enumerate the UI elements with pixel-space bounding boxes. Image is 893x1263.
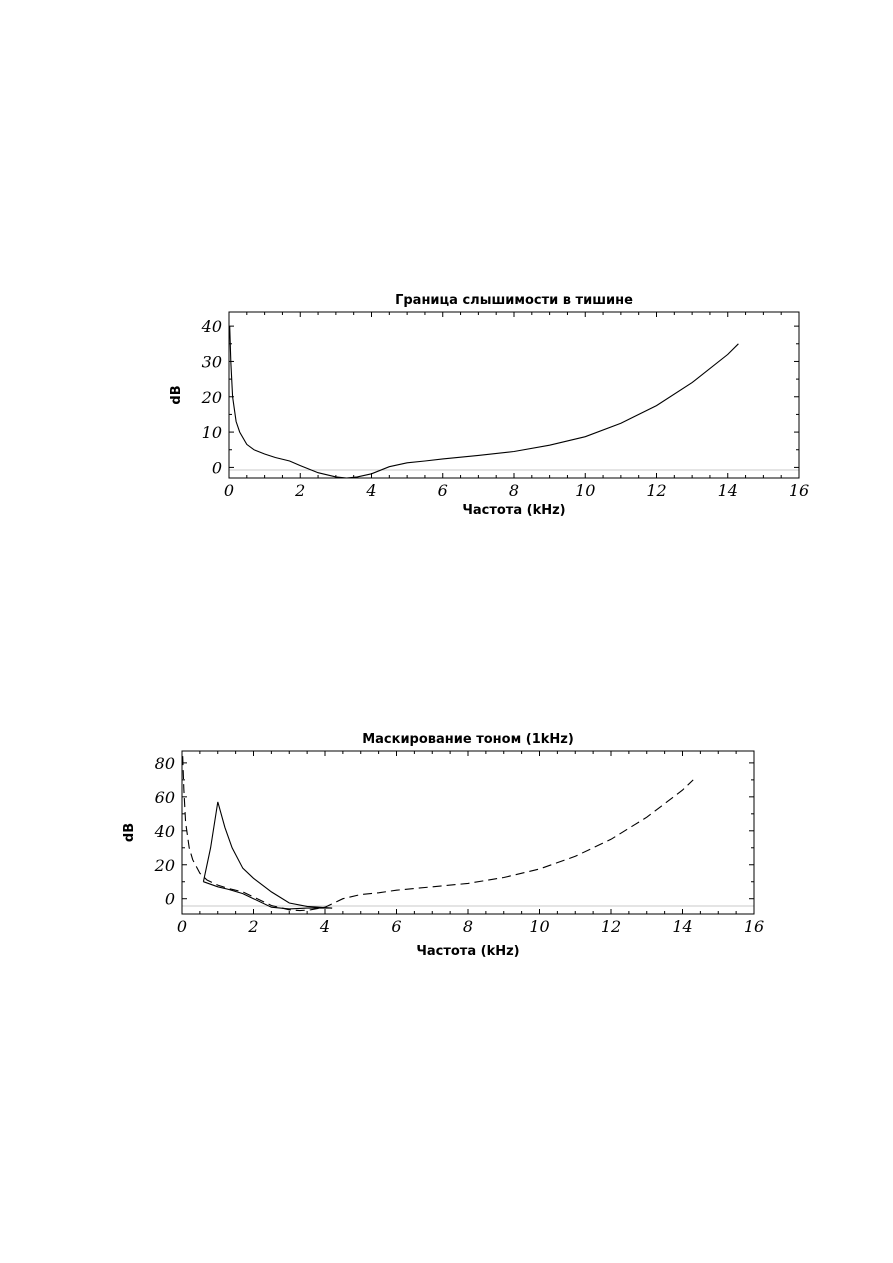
- x-axis-label: Частота (kHz): [462, 503, 566, 518]
- y-tick-label: 60: [154, 787, 175, 807]
- y-tick-label: 30: [201, 352, 222, 372]
- series-line-2: [203, 882, 332, 909]
- series-line-1: [203, 802, 332, 908]
- y-tick-label: 0: [211, 458, 222, 478]
- y-axis-label: dB: [122, 822, 137, 843]
- y-tick-label: 20: [154, 855, 175, 875]
- x-tick-label: 8: [462, 917, 474, 936]
- tone-masking-chart: [122, 732, 764, 959]
- y-axis-label: dB: [169, 385, 184, 405]
- y-tick-label: 10: [201, 423, 222, 443]
- x-tick-label: 6: [391, 917, 402, 936]
- chart-title: Маскирование тоном (1kHz): [362, 732, 574, 747]
- series-line-0: [230, 326, 739, 478]
- x-tick-label: 16: [743, 917, 765, 936]
- x-tick-label: 6: [437, 481, 448, 500]
- x-tick-label: 12: [646, 481, 667, 500]
- x-tick-label: 4: [366, 481, 377, 500]
- x-tick-label: 14: [672, 917, 693, 936]
- x-tick-label: 2: [248, 917, 259, 936]
- y-tick-label: 40: [154, 821, 175, 841]
- y-tick-label: 0: [164, 889, 175, 909]
- x-tick-label: 8: [508, 481, 520, 500]
- x-tick-label: 2: [295, 481, 306, 500]
- x-tick-label: 4: [319, 917, 331, 936]
- plot-frame: [229, 312, 799, 478]
- y-tick-label: 40: [201, 317, 222, 337]
- y-tick-label: 80: [154, 753, 175, 773]
- x-tick-label: 14: [717, 481, 738, 500]
- chart-title: Граница слышимости в тишине: [395, 293, 633, 308]
- x-tick-label: 0: [176, 917, 188, 936]
- hearing-threshold-chart: [169, 293, 809, 518]
- x-tick-label: 10: [529, 917, 550, 936]
- x-tick-label: 10: [575, 481, 596, 500]
- y-tick-label: 20: [201, 387, 222, 407]
- x-tick-label: 0: [223, 481, 235, 500]
- x-axis-label: Частота (kHz): [416, 944, 520, 959]
- x-tick-label: 16: [788, 481, 810, 500]
- x-tick-label: 12: [600, 917, 622, 936]
- series-line-0: [183, 756, 694, 911]
